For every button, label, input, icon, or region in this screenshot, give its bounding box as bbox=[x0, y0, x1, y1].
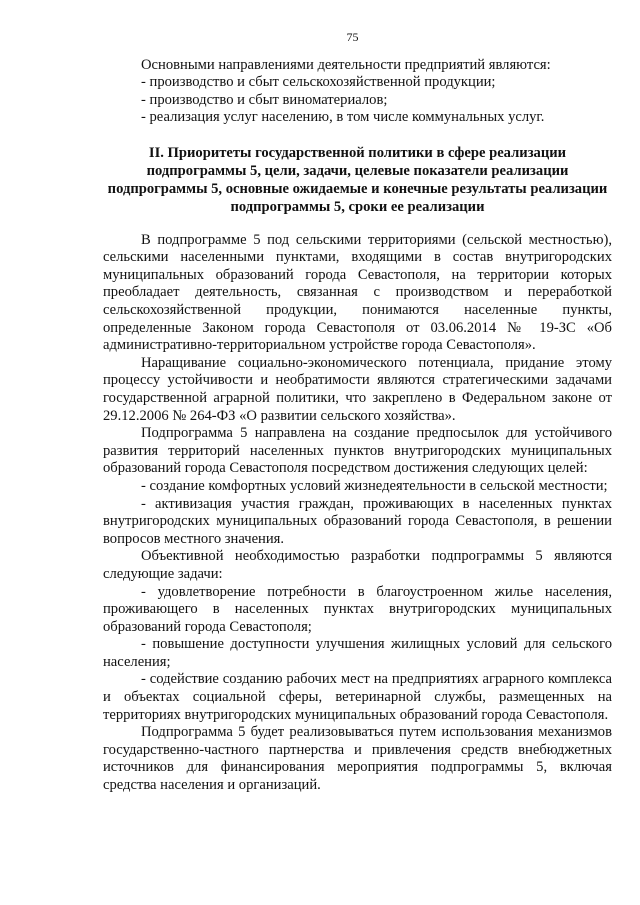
body-list-item: - активизация участия граждан, проживающих в населенных пунктах внутригородских муниципальных образований города Севастополя, в решении вопросов местного значения. bbox=[103, 495, 612, 547]
body-list-item: - создание комфортных условий жизнедеятельности в сельской местности; bbox=[141, 477, 608, 494]
intro-lead: Основными направлениями деятельности предприятий являются: bbox=[141, 57, 551, 73]
intro-item: - реализация услуг населению, в том числе коммунальных услуг. bbox=[141, 109, 545, 126]
body-list-item: - повышение доступности улучшения жилищных условий для сельского населения; bbox=[103, 636, 612, 670]
body-list-item: - содействие созданию рабочих мест на предприятиях аграрного комплекса и объектах социальной сферы, ветеринарной службы, размещенных на территориях внутригородских муниципальных образований города Севастополя. bbox=[103, 671, 612, 723]
body-paragraph: Объективной необходимостью разработки подпрограммы 5 являются следующие задачи: bbox=[103, 548, 612, 582]
section-body bbox=[103, 232, 612, 795]
body-paragraph: Подпрограмма 5 будет реализовываться путем использования механизмов государственно-частного партнерства и привлечения средств внебюджетных источников для финансирования мероприятия подпрограммы 5, включая средства населения и организаций. bbox=[103, 724, 612, 794]
body-list-item: - удовлетворение потребности в благоустроенном жилье населения, проживающего в населенных пунктах внутригородских муниципальных образований города Севастополя; bbox=[103, 583, 612, 635]
body-paragraph: Наращивание социально-экономического потенциала, придание этому процессу устойчивости и необратимости являются стратегическими задачами государственной аграрной политики, что закреплено в Федеральном законе от 29.12.2006 № 264-ФЗ «О развитии сельского хозяйства». bbox=[103, 354, 612, 424]
page-number: 75 bbox=[346, 30, 359, 44]
section-heading: II. Приоритеты государственной политики в сфере реализации подпрограммы 5, цели, задачи, целевые показатели реализации подпрограммы 5, основные ожидаемые и конечные результаты реализации подпрограммы 5, сроки ее реализации bbox=[107, 144, 608, 215]
intro-item: - производство и сбыт сельскохозяйственной продукции; bbox=[141, 74, 496, 91]
intro-item: - производство и сбыт виноматериалов; bbox=[141, 91, 388, 108]
body-paragraph: Подпрограмма 5 направлена на создание предпосылок для устойчивого развития территорий населенных пунктов внутригородских муниципальных образований города Севастополя посредством достижения следующих целей: bbox=[103, 425, 612, 477]
body-paragraph: В подпрограмме 5 под сельскими территориями (сельской местностью), сельскими населенными пунктами, входящими в состав внутригородских муниципальных образований города Севастополя, на территории которых преобладает деятельность, связанная с производством и переработкой сельскохозяйственной продукции, понимаются населенные пункты, определенные Законом города Севастополя от 03.06.2014 № 19-ЗС «Об административно-территориальном устройстве города Севастополя». bbox=[103, 231, 612, 354]
intro-block bbox=[103, 57, 612, 127]
